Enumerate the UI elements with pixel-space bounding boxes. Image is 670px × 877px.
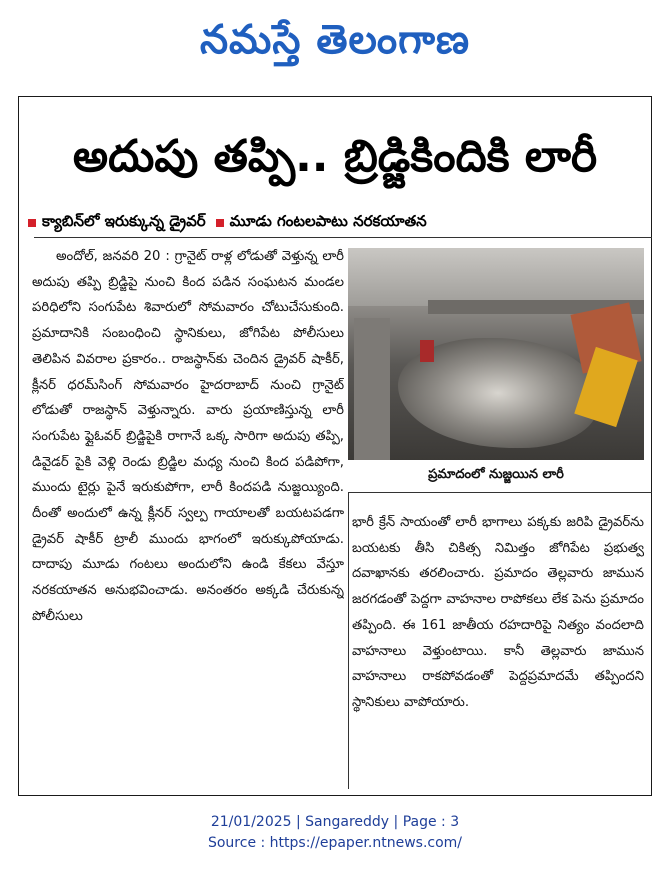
subheadline-2-text: మూడు గంటలపాటు నరకయాతన	[229, 212, 427, 230]
footer-source-link: Source : https://epaper.ntnews.com/	[207, 835, 463, 851]
article-body-right-text: భారీ క్రేన్ సాయంతో లారీ భాగాలు పక్కకు జరిపి డ్రైవర్‌ను బయటకు తీసి చికిత్స నిమిత్తం జోగిపేట ప్రభుత్వ దవాఖానకు తరలించారు. ప్రమాదం తెల్లవారు జామున జరగడంతో పెద్దగా వాహనాల రాపోకలు లేక పెను ప్రమాదం తప్పింది. ఈ 161 జాతీయ రహదారిపై నిత్యం వందలాది వాహనాలు వెళ్తుంటాయి. కానీ తెల్లవారు జామున వాహనాలు రాకపోవడంతో పెద్దప్రమాదమే తప్పిందని స్థానికులు వాపోయారు.	[352, 515, 644, 710]
red-vehicle-shape	[420, 340, 434, 362]
footer-date-edition: 21/01/2025 | Sangareddy | Page : 3	[210, 814, 460, 830]
bridge-pillar-shape	[354, 318, 390, 460]
newspaper-masthead: నమస్తే తెలంగాణ	[199, 17, 471, 63]
article-body-left-text: అందోల్, జనవరి 20 : గ్రానైట్ రాళ్ల లోడుతో వెళ్తున్న లారీ అదుపు తప్పి బ్రిడ్జిపై నుంచి కింద పడిన సంఘటన మండల పరిధిలోని సంగుపేట శివారులో సోమవారం చోటుచేసుకుంది. ప్రమాదానికి సంబంధించి స్థానికులు, జోగిపేట పోలీసులు తెలిపిన వివరాల ప్రకారం.. రాజస్థాన్‌కు చెందిన డ్రైవర్ షాకీర్, క్లీనర్ ధరమ్‌సింగ్ సోమవారం హైదరాబాద్ నుంచి గ్రానైట్ లోడుతో రాజస్థాన్ వెళ్తున్నారు. వారు ప్రయాణిస్తున్న లారీ సంగుపేట ఫ్లైఓవర్ బ్రిడ్జిపైకి రాగానే ఒక్క సారిగా అదుపు తప్పి, డివైడర్ పైకి వెళ్లి రెండు బ్రిడ్జిల మధ్య నుంచి కింద పడిపోగా, ముందు టైర్లు పైనే ఇరుకుపోగా, లారీ కిందపడి నుజ్జయ్యింది. దీంతో అందులో ఉన్న క్లీనర్ స్వల్ప గాయాలతో బయటపడగా డ్రైవర్ షాకీర్ ట్రాలీ ముందు భాగంలో ఇరుక్కుపోయాడు. దాదాపు మూడు గంటలు అందులోని ఉండి కేకలు వేస్తూ నరకయాతన అనుభవించాడు. అనంతరం అక్కడి చేరుకున్న పోలీసులు	[32, 249, 344, 624]
subheadline-1	[28, 212, 206, 234]
accident-photo	[348, 248, 644, 460]
right-column-left-rule	[348, 492, 349, 789]
right-column-top-rule	[348, 492, 652, 493]
red-bullet-icon	[28, 219, 36, 227]
article-body-right-column	[352, 510, 644, 790]
bridge-beam-shape	[348, 248, 644, 306]
article-headline: అదుపు తప్పి.. బ్రిడ్జికిందికి లారీ	[72, 131, 598, 182]
subheadline-1-text: క్యాబిన్‌లో ఇరుక్కున్న డ్రైవర్	[42, 212, 206, 230]
photo-caption: ప్రమాదంలో నుజ్జయిన లారీ	[428, 467, 564, 482]
article-body-left-column	[32, 244, 344, 789]
subheadline-2	[216, 212, 427, 234]
red-bullet-icon	[216, 219, 224, 227]
subheadline-divider	[34, 237, 652, 238]
source-footer	[0, 812, 670, 862]
subheadline-row	[28, 210, 648, 236]
